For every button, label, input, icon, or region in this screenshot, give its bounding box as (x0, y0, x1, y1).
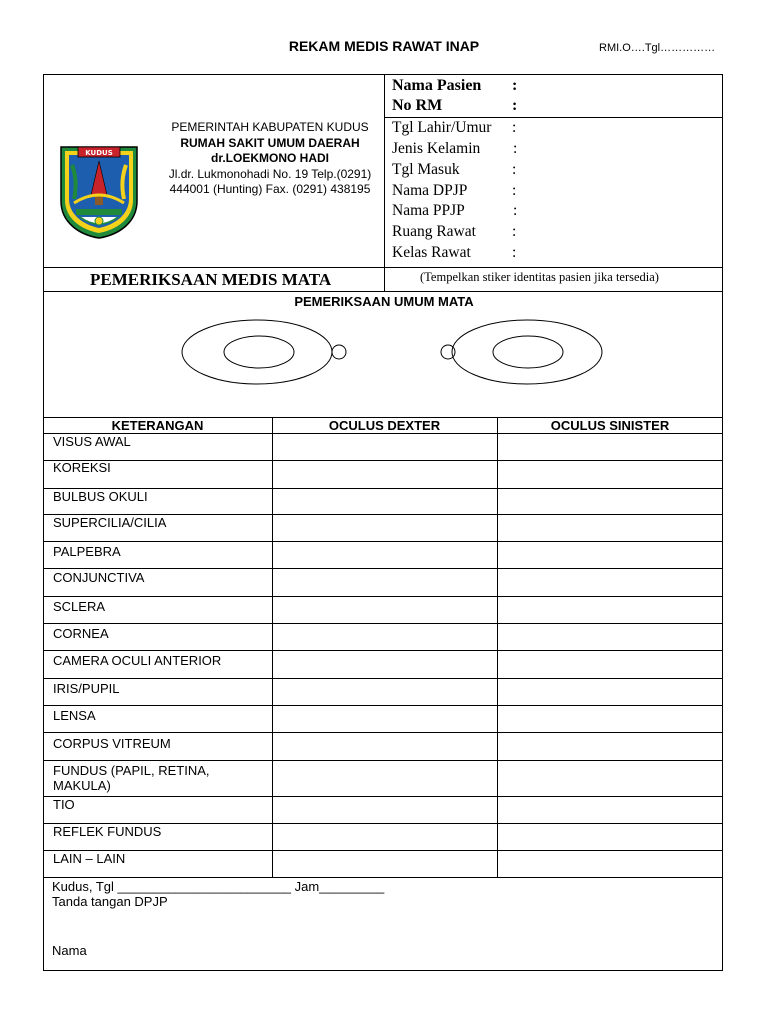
table-row-label: SUPERCILIA/CILIA (53, 515, 167, 530)
hospital-address: Jl.dr. Lukmonohadi No. 19 Telp.(0291) (168, 166, 372, 181)
patient-field-colon: : (512, 182, 517, 199)
table-row-label: CORPUS VITREUM (53, 736, 171, 751)
table-row-line (43, 596, 723, 597)
section-title: PEMERIKSAAN MEDIS MATA (90, 270, 332, 289)
document-title: REKAM MEDIS RAWAT INAP (288, 38, 480, 54)
table-header-description: KETERANGAN (111, 418, 204, 433)
section-title-top-line (43, 267, 723, 268)
table-row-label: BULBUS OKULI (53, 489, 148, 504)
patient-field-birthdate: Tgl Lahir/Umur (392, 119, 492, 136)
table-row-label: CORNEA (53, 626, 109, 641)
signature-label: Tanda tangan DPJP (52, 894, 168, 909)
patient-field-gender: Jenis Kelamin (392, 140, 481, 157)
patient-field-class: Kelas Rawat (392, 244, 471, 261)
hospital-name: RUMAH SAKIT UMUM DAERAH (180, 135, 360, 150)
table-row-label: KOREKSI (53, 460, 111, 475)
general-exam-title: PEMERIKSAAN UMUM MATA (294, 294, 474, 309)
patient-rm-label: No RM (392, 97, 443, 114)
section-title-bottom-line (43, 291, 723, 292)
table-row-label: IRIS/PUPIL (53, 681, 120, 696)
patient-field-colon: : (513, 202, 518, 219)
patient-name-colon: : (512, 77, 518, 94)
patient-rm-colon: : (512, 97, 518, 114)
hospital-government: PEMERINTAH KABUPATEN KUDUS (171, 120, 369, 134)
patient-field-colon: : (513, 140, 518, 157)
hospital-letterhead (150, 120, 390, 198)
hospital-subname: dr.LOEKMONO HADI (210, 151, 329, 165)
patient-info-divider (384, 117, 723, 118)
table-header-oculus-sinister: OCULUS SINISTER (550, 418, 670, 433)
table-row-label: VISUS AWAL (53, 434, 131, 449)
patient-field-colon: : (512, 119, 517, 136)
table-column-line-1 (272, 417, 273, 878)
table-column-line-2 (497, 417, 498, 878)
patient-name-label: Nama Pasien (392, 77, 482, 94)
table-row-label: LENSA (53, 708, 96, 723)
patient-field-colon: : (512, 244, 517, 261)
table-row-line (43, 760, 723, 761)
table-row-label: LAIN – LAIN (53, 851, 126, 866)
patient-field-room: Ruang Rawat (392, 223, 476, 240)
table-row-line (43, 623, 723, 624)
patient-field-ppjp: Nama PPJP (392, 202, 465, 219)
table-row-label: REFLEK FUNDUS (53, 824, 162, 839)
table-row-label: CONJUNCTIVA (53, 570, 145, 585)
table-row-line (43, 650, 723, 651)
table-row-label: CAMERA OCULI ANTERIOR (53, 653, 222, 668)
patient-field-colon: : (512, 161, 517, 178)
table-row-line (43, 541, 723, 542)
table-row-line (43, 705, 723, 706)
name-label: Nama (52, 943, 87, 958)
table-row-line (43, 568, 723, 569)
patient-field-dpjp: Nama DPJP (392, 182, 468, 199)
table-bottom-line (43, 877, 723, 878)
document-code: RMI.O….Tgl…………… (599, 42, 716, 54)
sticker-note: (Tempelkan stiker identitas pasien jika tersedia) (420, 270, 659, 284)
table-header-oculus-dexter: OCULUS DEXTER (328, 418, 441, 433)
logo-text: KUDUS (85, 149, 113, 157)
patient-field-admission-date: Tgl Masuk (392, 161, 460, 178)
patient-field-colon: : (512, 223, 517, 240)
table-row-label: PALPEBRA (53, 544, 121, 559)
kudus-emblem-logo (58, 143, 140, 239)
table-row-label: SCLERA (53, 599, 106, 614)
place-date-field: Kudus, Tgl ________________________ Jam_________ (52, 879, 385, 894)
table-row-line (43, 732, 723, 733)
table-row-line (43, 678, 723, 679)
hospital-contact: 444001 (Hunting) Fax. (0291) 438195 (169, 182, 371, 196)
table-row-label: FUNDUS (PAPIL, RETINA, MAKULA) (53, 763, 210, 793)
table-row-label: TIO (53, 797, 75, 812)
